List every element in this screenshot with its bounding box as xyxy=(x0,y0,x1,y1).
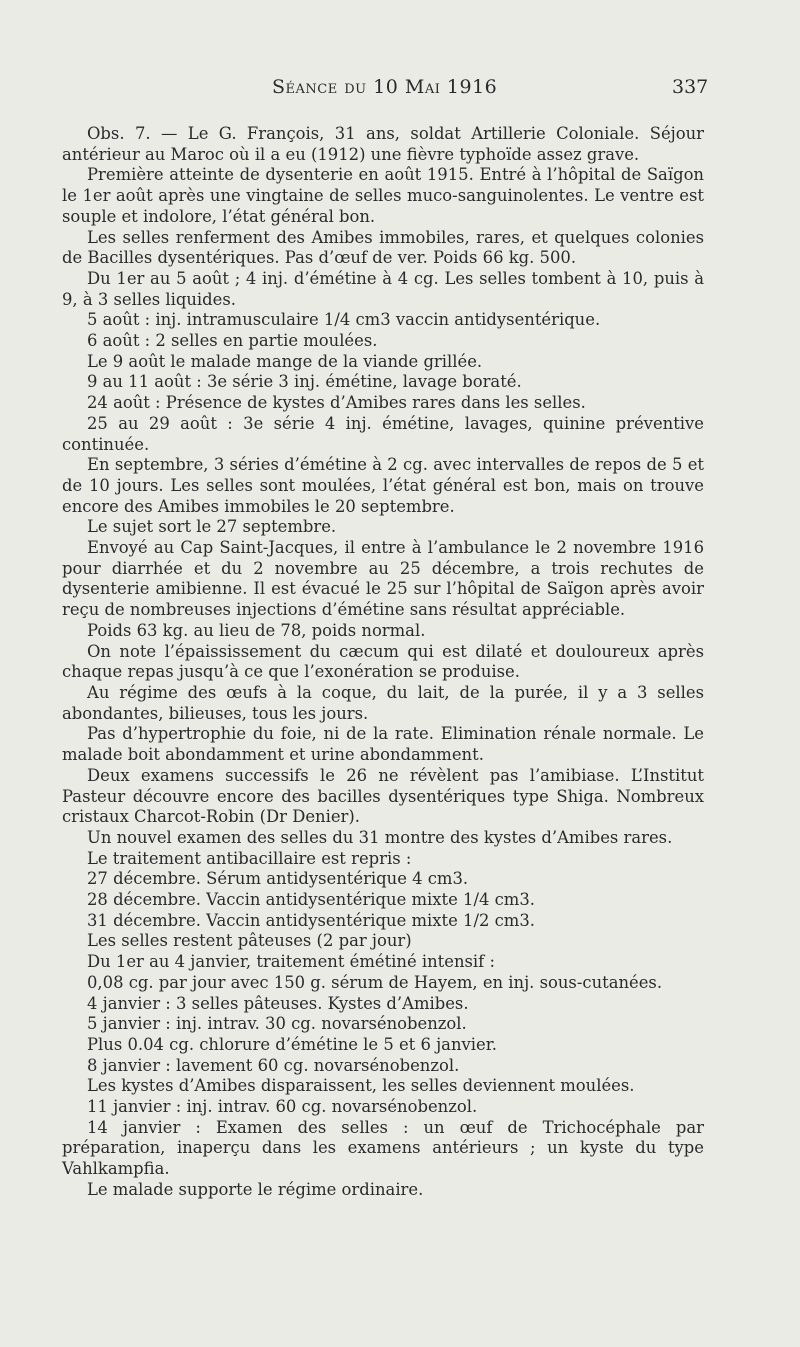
paragraph: 27 décembre. Sérum antidysentérique 4 cm3. xyxy=(87,869,469,889)
paragraph: Première atteinte de dysenterie en août 1915. Entré à l’hôpital de Saïgon le 1er août après une vingtaine de selles muco-sanguinolentes. Le ventre est souple et indolore, l’état général bon. xyxy=(62,165,704,226)
paragraph: Du 1er au 4 janvier, traitement émétiné intensif : xyxy=(87,952,495,972)
paragraph: 24 août : Présence de kystes d’Amibes rares dans les selles. xyxy=(87,393,586,413)
paragraph: 11 janvier : inj. intrav. 60 cg. novarsénobenzol. xyxy=(87,1097,478,1117)
paragraph: 0,08 cg. par jour avec 150 g. sérum de Hayem, en inj. sous-cutanées. xyxy=(87,972,663,992)
body-text xyxy=(62,124,704,1201)
paragraph: Pas d’hypertrophie du foie, ni de la rate. Elimination rénale normale. Le malade boit abondamment et urine abondamment. xyxy=(62,724,704,765)
paragraph: 4 janvier : 3 selles pâteuses. Kystes d’Amibes. xyxy=(87,993,469,1013)
paragraph: Les selles restent pâteuses (2 par jour) xyxy=(87,931,412,951)
paragraph: Deux examens successifs le 26 ne révèlent pas l’amibiase. L’Institut Pasteur découvre encore des bacilles dysentériques type Shiga. Nombreux cristaux Charcot-Robin (Dr Denier). xyxy=(62,765,704,827)
paragraph: 28 décembre. Vaccin antidysentérique mixte 1/4 cm3. xyxy=(87,890,535,910)
paragraph: Obs. 7. — Le G. François, 31 ans, soldat Artillerie Coloniale. Séjour antérieur au Maroc où il a eu (1912) une fièvre typhoïde assez grave. xyxy=(62,124,704,164)
paragraph: Le sujet sort le 27 septembre. xyxy=(87,517,337,537)
paragraph: 25 au 29 août : 3e série 4 inj. émétine, lavages, quinine préventive continuée. xyxy=(62,413,704,454)
paragraph: Au régime des œufs à la coque, du lait, de la purée, il y a 3 selles abondantes, bilieuses, tous les jours. xyxy=(62,682,704,723)
paragraph: 5 janvier : inj. intrav. 30 cg. novarsénobenzol. xyxy=(87,1014,467,1034)
paragraph: On note l’épaississement du cæcum qui est dilaté et douloureux après chaque repas jusqu’à ce que l’exonération se produise. xyxy=(62,641,704,682)
running-head: Séance du 10 Mai 1916 xyxy=(272,76,498,98)
paragraph: Le malade supporte le régime ordinaire. xyxy=(87,1179,424,1199)
paragraph: 5 août : inj. intramusculaire 1/4 cm3 vaccin antidysentérique. xyxy=(87,310,601,330)
paragraph: Envoyé au Cap Saint-Jacques, il entre à l’ambulance le 2 novembre 1916 pour diarrhée et du 2 novembre au 25 décembre, a trois rechutes de dysenterie amibienne. Il est évacué le 25 sur l’hôpital de Saïgon après avoir reçu de nombreuses injections d’émétine sans résultat appréciable. xyxy=(62,538,704,620)
page-number: 337 xyxy=(672,76,709,98)
page-header xyxy=(0,76,800,104)
paragraph: Un nouvel examen des selles du 31 montre des kystes d’Amibes rares. xyxy=(87,827,673,847)
paragraph: Le traitement antibacillaire est repris : xyxy=(87,848,412,868)
paragraph: 31 décembre. Vaccin antidysentérique mixte 1/2 cm3. xyxy=(87,910,535,930)
paragraph: 9 au 11 août : 3e série 3 inj. émétine, lavage boraté. xyxy=(87,372,522,392)
paragraph: Plus 0.04 cg. chlorure d’émétine le 5 et 6 janvier. xyxy=(87,1034,497,1054)
paragraph: Les kystes d’Amibes disparaissent, les selles deviennent moulées. xyxy=(87,1076,635,1096)
paragraph: Les selles renferment des Amibes immobiles, rares, et quelques colonies de Bacilles dysentériques. Pas d’œuf de ver. Poids 66 kg. 500. xyxy=(62,227,704,268)
paragraph: Le 9 août le malade mange de la viande grillée. xyxy=(87,351,483,371)
paragraph: 8 janvier : lavement 60 cg. novarsénobenzol. xyxy=(87,1055,460,1075)
paragraph: 14 janvier : Examen des selles : un œuf de Trichocéphale par préparation, inaperçu dans les examens antérieurs ; un kyste du type Vahlkampfia. xyxy=(62,1117,704,1179)
paragraph: En septembre, 3 séries d’émétine à 2 cg. avec intervalles de repos de 5 et de 10 jours. Les selles sont moulées, l’état général est bon, mais on trouve encore des Amibes immobiles le 20 septembre. xyxy=(62,455,704,516)
paragraph: Du 1er au 5 août ; 4 inj. d’émétine à 4 cg. Les selles tombent à 10, puis à 9, à 3 selles liquides. xyxy=(62,268,704,309)
paragraph: Poids 63 kg. au lieu de 78, poids normal. xyxy=(87,620,426,640)
paragraph: 6 août : 2 selles en partie moulées. xyxy=(87,331,378,351)
